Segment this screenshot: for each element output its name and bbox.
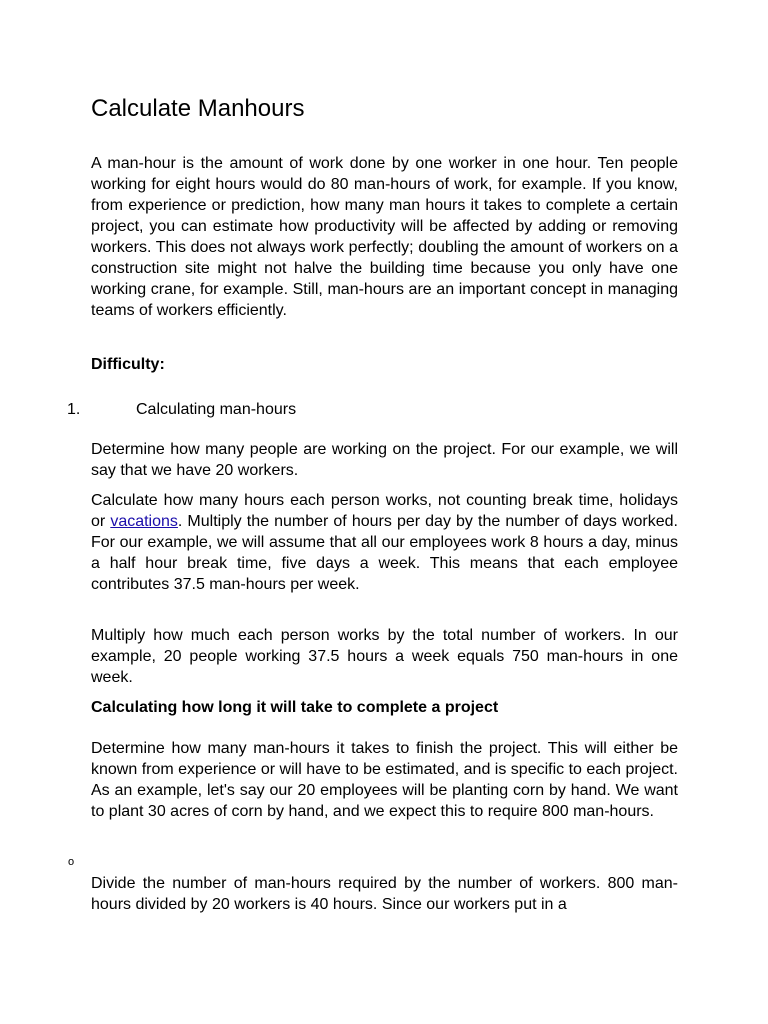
paragraph-multiply: Multiply how much each person works by the total number of workers. In our example, 20 people working 37.5 hours a week equals 750 man-hours in one week. [91, 627, 678, 686]
section-heading-project-duration: Calculating how long it will take to complete a project [91, 699, 499, 716]
hours-text-after-link: . Multiply the number of hours per day by the number of days worked. For our example, we will assume that all our employees work 8 hours a day, minus a half hour break time, five days a week. This means that each employee contributes 37.5 man-hours per week. [91, 513, 678, 593]
paragraph-divide: Divide the number of man-hours required by the number of workers. 800 man-hours divided by 20 workers is 40 hours. Since our workers put in a [91, 875, 678, 913]
hours-text-before-link: Calculate how many hours each person works, not counting break time, holidays or [91, 492, 678, 530]
bullet-marker: o [68, 856, 75, 868]
step-title: Calculating man-hours [136, 401, 297, 418]
vacations-link[interactable]: vacations [110, 513, 178, 530]
step-number: 1. [67, 401, 81, 418]
paragraph-determine-people: Determine how many people are working on the project. For our example, we will say that we have 20 workers. [91, 441, 678, 479]
page-title: Calculate Manhours [91, 95, 305, 122]
difficulty-label: Difficulty: [91, 356, 165, 373]
paragraph-hours-per-person [91, 490, 678, 595]
intro-paragraph: A man-hour is the amount of work done by one worker in one hour. Ten people working for eight hours would do 80 man-hours of work, for example. If you know, from experience or prediction, how many man hours it takes to complete a certain project, you can estimate how productivity will be affected by adding or removing workers. This does not always work perfectly; doubling the amount of workers on a construction site might not halve the building time because you only have one working crane, for example. Still, man-hours are an important concept in managing teams of workers efficiently. [91, 155, 678, 319]
paragraph-determine-man-hours: Determine how many man-hours it takes to finish the project. This will either be known from experience or will have to be estimated, and is specific to each project. As an example, let's say our 20 employees will be planting corn by hand. We want to plant 30 acres of corn by hand, and we expect this to require 800 man-hours. [91, 740, 678, 820]
